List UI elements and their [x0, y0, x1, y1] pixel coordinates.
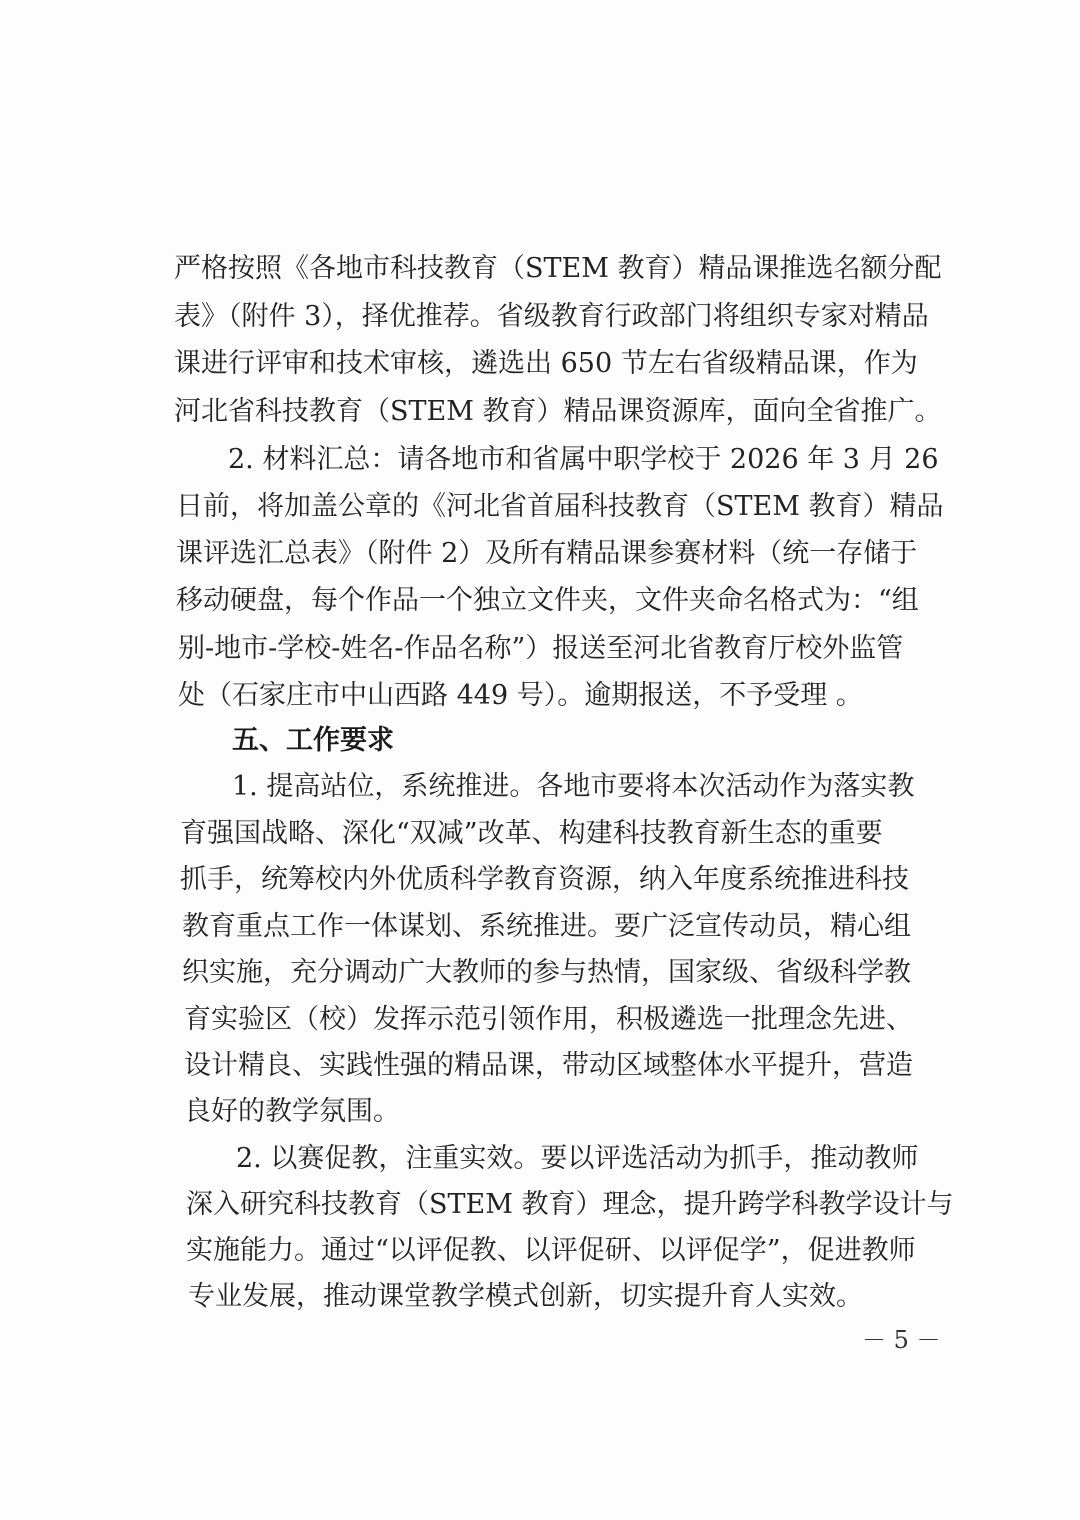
text-line: 2. 以赛促教，注重实效。要以评选活动为抓手，推动教师 — [236, 1143, 919, 1174]
text-line: 河北省科技教育（STEM 教育）精品课资源库，面向全省推广。 — [174, 396, 942, 427]
text-line: 别-地市-学校-姓名-作品名称”）报送至河北省教育厅校外监管 — [178, 633, 904, 664]
text-line: 专业发展，推动课堂教学模式创新，切实提升育人实效。 — [188, 1281, 863, 1312]
text-line: 课进行评审和技术审核，遴选出 650 节左右省级精品课，作为 — [174, 348, 918, 379]
text-line: 良好的教学氛围。 — [184, 1096, 400, 1127]
text-line: 2. 材料汇总：请各地市和省属中职学校于 2026 年 3 月 26 — [228, 444, 939, 475]
text-line: 日前，将加盖公章的《河北省首届科技教育（STEM 教育）精品 — [176, 491, 944, 522]
text-line: 实施能力。通过“以评促教、以评促研、以评促学”，促进教师 — [186, 1235, 916, 1266]
text-line: 处（石家庄市中山西路 449 号）。逾期报送，不予受理 。 — [178, 680, 863, 711]
text-line: 育实验区（校）发挥示范引领作用，积极遴选一批理念先进、 — [184, 1004, 913, 1035]
text-line: 设计精良、实践性强的精品课，带动区域整体水平提升，营造 — [184, 1050, 913, 1081]
text-line: 抓手，统筹校内外优质科学教育资源，纳入年度系统推进科技 — [180, 864, 909, 895]
text-line: 课评选汇总表》（附件 2）及所有精品课参赛材料（统一存储于 — [176, 538, 918, 569]
section-heading: 五、工作要求 — [232, 725, 394, 756]
page-number: － 5 － — [862, 1326, 941, 1354]
text-line: 表》（附件 3），择优推荐。省级教育行政部门将组织专家对精品 — [174, 301, 929, 332]
text-line: 1. 提高站位，系统推进。各地市要将本次活动作为落实教 — [232, 771, 915, 802]
text-line: 织实施，充分调动广大教师的参与热情，国家级、省级科学教 — [182, 957, 911, 988]
text-line: 育强国战略、深化“双减”改革、构建科技教育新生态的重要 — [180, 818, 883, 849]
text-line: 移动硬盘，每个作品一个独立文件夹，文件夹命名格式为：“组 — [176, 585, 919, 616]
text-line: 教育重点工作一体谋划、系统推进。要广泛宣传动员，精心组 — [182, 911, 911, 942]
text-line: 严格按照《各地市科技教育（STEM 教育）精品课推选名额分配 — [174, 253, 942, 284]
text-line: 深入研究科技教育（STEM 教育）理念，提升跨学科教学设计与 — [186, 1189, 954, 1220]
